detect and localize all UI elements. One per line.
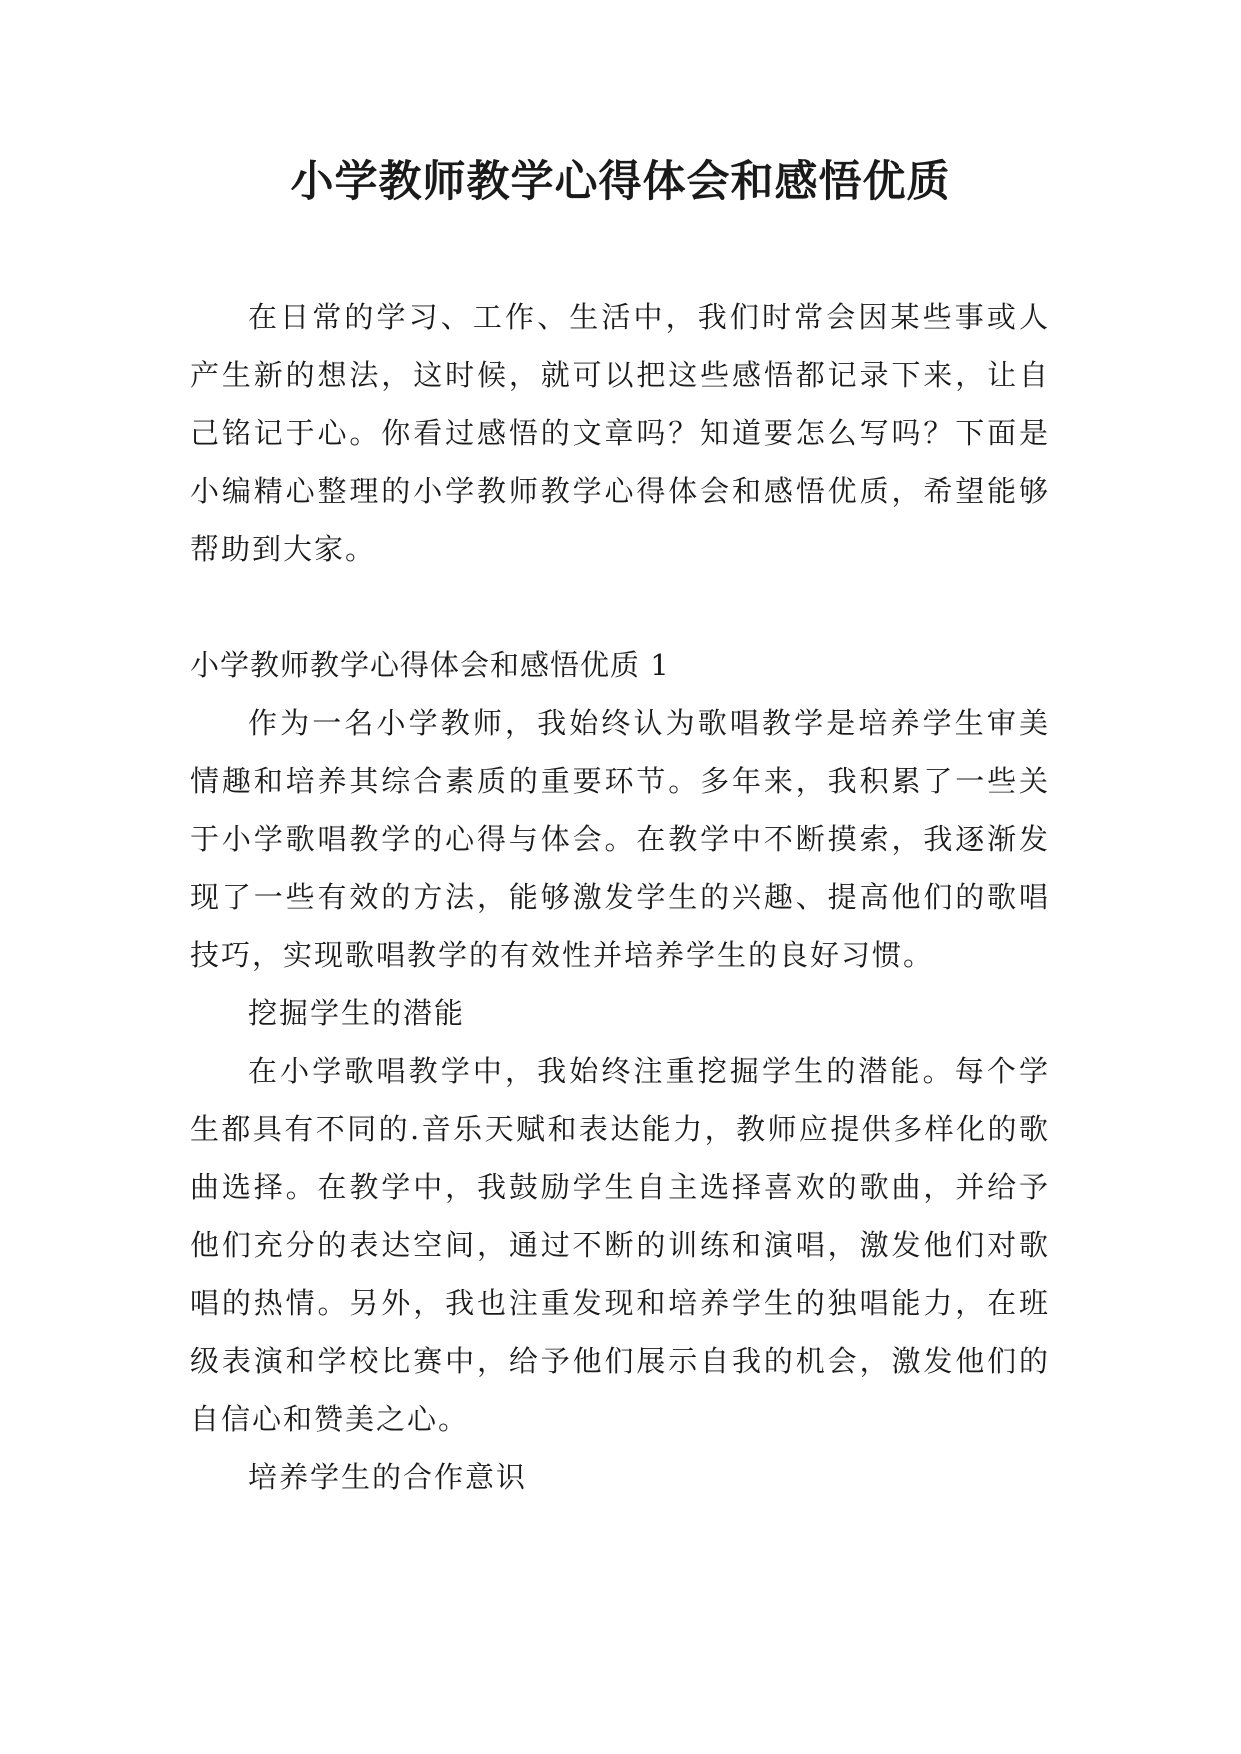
document-body [190,288,1050,1506]
intro-paragraph: 在日常的学习、工作、生活中，我们时常会因某些事或人产生新的想法，这时候，就可以把这些感悟都记录下来，让自己铭记于心。你看过感悟的文章吗？知道要怎么写吗？下面是小编精心整理的小学教师教学心得体会和感悟优质，希望能够帮助到大家。 [190,300,1050,566]
document-title: 小学教师教学心得体会和感悟优质 [290,157,951,207]
subheading-potential: 挖掘学生的潜能 [248,996,466,1030]
paragraph-gap [190,578,1050,636]
subheading-cooperation: 培养学生的合作意识 [248,1460,528,1494]
section-1-paragraph-2: 在小学歌唱教学中，我始终注重挖掘学生的潜能。每个学生都具有不同的.音乐天赋和表达能力，教师应提供多样化的歌曲选择。在教学中，我鼓励学生自主选择喜欢的歌曲，并给予他们充分的表达空间，通过不断的训练和演唱，激发他们对歌唱的热情。另外，我也注重发现和培养学生的独唱能力，在班级表演和学校比赛中，给予他们展示自我的机会，激发他们的自信心和赞美之心。 [190,1054,1050,1436]
section-heading-1: 小学教师教学心得体会和感悟优质 1 [190,648,670,682]
section-1-paragraph-1: 作为一名小学教师，我始终认为歌唱教学是培养学生审美情趣和培养其综合素质的重要环节。多年来，我积累了一些关于小学歌唱教学的心得与体会。在教学中不断摸索，我逐渐发现了一些有效的方法，能够激发学生的兴趣、提高他们的歌唱技巧，实现歌唱教学的有效性并培养学生的良好习惯。 [190,706,1050,972]
